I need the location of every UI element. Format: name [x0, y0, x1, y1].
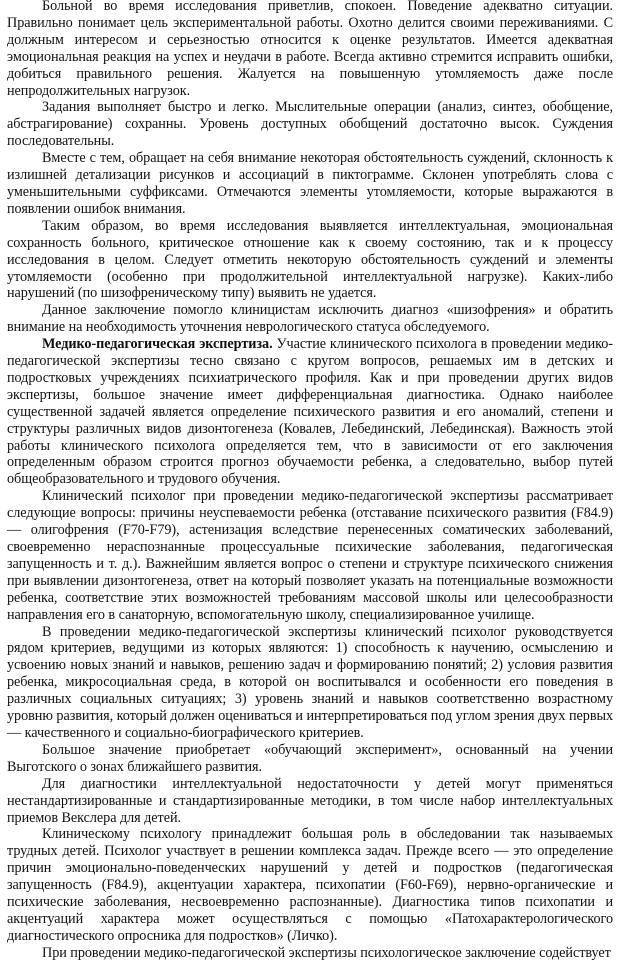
paragraph-12: [7, 945, 613, 962]
paragraph-text: Вместе с тем, обращает на себя внимание некоторая обстоятельность суждений, склонность к излишней детализации рисунков и ассоциаций в пиктограмме. Склонен употреблять слова с уменьшительными суффиксами. Отмечаются элементы утомляемости, которые выражаются в появлении ошибок внимания.: [7, 150, 613, 217]
paragraph-11: [7, 826, 613, 944]
paragraph-text: Большое значение приобретает «обучающий эксперимент», основанный на учении Выготского о зонах ближайшего развития.: [7, 741, 613, 775]
paragraph-text: В проведении медико-педагогической экспертизы клинический психолог руководствуется рядом критериев, ведущими из которых являются: 1) способность к научению, осмыслению и усвоению новых знаний и навыков, решению задач и формированию понятий; 2) условия развития ребенка, микросоциальная среда, в которой он воспитывался и особенности его поведения в различных социальных ситуациях; 3) уровень знаний и навыков соответственно возрастному уровню развития, который должен оцениваться и интерпретироваться под углом зрения двух первых — качественного и социально-биографического критериев.: [7, 623, 613, 741]
paragraph-text: Для диагностики интеллектуальной недостаточности у детей могут применяться нестандартизированные и стандартизированные методики, в том числе набор интеллектуальных приемов Векслера для детей.: [7, 775, 613, 826]
paragraph-text: Участие клинического психолога в проведении медико-педагогической экспертизы тесно связано с кругом вопросов, решаемых им в детских и подростковых учреждениях психиатрического профиля. Как и при проведении других видов экспертизы, большое значение имеет дифференциальная диагностика. Однако наиболее существенной задачей является определение психического развития и его аномалий, степени и структуры различных видов дизонтогенеза (Ковалев, Лебединский, Лебединская). Важность этой работы клинического психолога определяется тем, что в зависимости от его заключения определенным образом строится прогноз обучаемости ребенка, а следовательно, выбор путей общеобразовательного и трудового обучения.: [7, 336, 613, 488]
paragraph-8: [7, 624, 613, 742]
paragraph-3: [7, 150, 613, 218]
section-heading: Медико-педагогическая экспертиза.: [42, 336, 273, 353]
paragraph-text: Больной во время исследования приветлив, спокоен. Поведение адекватно ситуации. Правильно понимает цель экспериментальной работы. Охотно делится своими переживаниями. С должным интересом и серьезностью относится к оценке результатов. Имеется адекватная эмоциональная реакция на успех и неудачи в работе. Всегда активно стремится исправить ошибки, добиться правильного решения. Жалуется на повышенную утомляемость даже после непродолжительных нагрузок.: [7, 0, 613, 99]
paragraph-text: Клинический психолог при проведении медико-педагогической экспертизы рассматривает следующие вопросы: причины неуспеваемости ребенка (отставание психического развития (F84.9) — олигофрения (F70-F79), астенизация вследствие перенесенных соматических заболеваний, своевременно нераспознанные процессуальные психические заболевания, педагогическая запущенность и т. д.). Важнейшим является вопрос о степени и структуре психического снижения при выявлении дизонтогенеза, ответ на который позволяет указать на потенциальные возможности ребенка, соответствие этих возможностей требованиям массовой школы или целесообразности направления его в санаторную, вспомогательную школу, специализированное училище.: [7, 488, 613, 623]
paragraph-text: При проведении медико-педагогической экспертизы психологическое заключение содействует: [42, 944, 611, 961]
paragraph-2: [7, 99, 613, 150]
paragraph-5: [7, 302, 613, 336]
paragraph-text: Данное заключение помогло клиницистам исключить диагноз «шизофрения» и обратить внимание на необходимость уточнения неврологического статуса обследуемого.: [7, 302, 613, 336]
paragraph-text: Клиническому психологу принадлежит большая роль в обследовании так называемых трудных детей. Психолог участвует в решении комплекса задач. Прежде всего — это определение причин эмоционально-поведенческих нарушений у детей и подростков (педагогическая запущенность (F84.9), акцентуации характера, психопатии (F60-F69), нервно-органические и психические заболевания, несвоевременно распознанные). Диагностика типов психопатии и акцентуаций характера может осуществляться с помощью «Патохарактерологического диагностического опросника для подростков» (Личко).: [7, 826, 613, 944]
paragraph-9: [7, 742, 613, 776]
paragraph-1: [7, 0, 613, 99]
paragraph-4: [7, 218, 613, 303]
paragraph-text: Таким образом, во время исследования выявляется интеллектуальная, эмоциональная сохранность больного, критическое отношение как к своему состоянию, так и к процессу исследования в целом. Следует отметить некоторую обстоятельность суждений и элементы утомляемости (особенно при продолжительной интеллектуальной нагрузке). Каких-либо нарушений (по шизофреническому типу) выявить не удается.: [7, 217, 613, 302]
paragraph-7: [7, 488, 613, 623]
paragraph-6: [7, 336, 613, 488]
paragraph-text: Задания выполняет быстро и легко. Мыслительные операции (анализ, синтез, обобщение, абстрагирование) сохранны. Уровень доступных обобщений достаточно высок. Суждения последовательны.: [7, 99, 613, 150]
paragraph-10: [7, 776, 613, 827]
